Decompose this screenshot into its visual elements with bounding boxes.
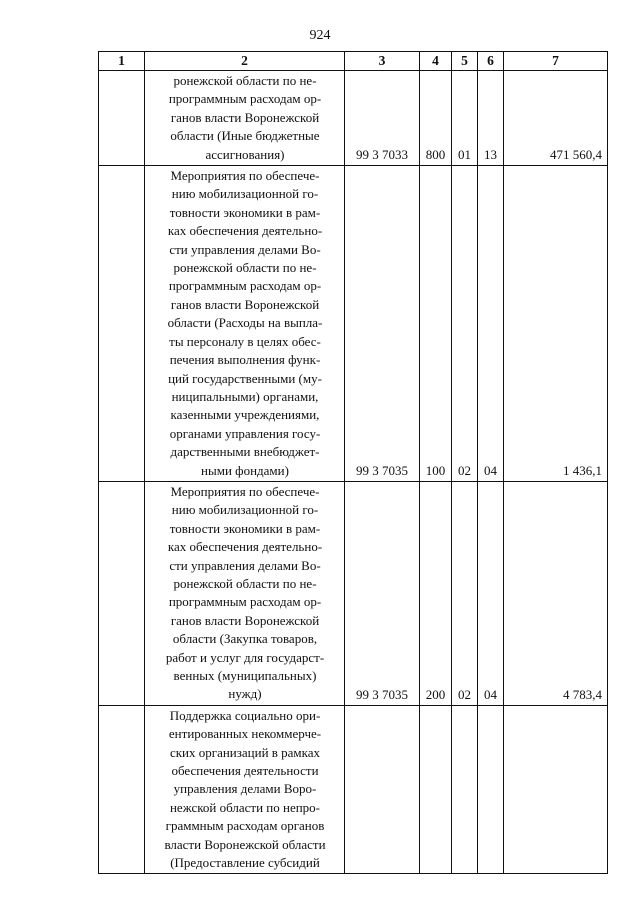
header-col-2: 2 [145, 52, 345, 71]
row-number-cell [99, 166, 145, 482]
description-line: ассигнования) [205, 146, 285, 162]
description-line: ганов власти Воронежской [170, 612, 320, 628]
subsection-cell: 04 [478, 166, 504, 482]
table-header-row [99, 52, 608, 71]
header-col-4: 4 [420, 52, 452, 71]
description-line: нию мобилизационной го- [171, 186, 319, 202]
description-line: Мероприятия по обеспече- [170, 168, 320, 184]
description-line: органами управления госу- [169, 425, 321, 441]
description-line: ты персоналу в целях обес- [169, 333, 321, 349]
expense-type-cell [420, 705, 452, 874]
description-line: ганов власти Воронежской [170, 109, 320, 125]
subsection-cell: 04 [478, 481, 504, 705]
description-cell [145, 481, 345, 705]
description-line: работ и услуг для государст- [165, 649, 325, 665]
description-line: Мероприятия по обеспече- [170, 483, 320, 499]
description-line: области (Расходы на выпла- [167, 315, 323, 331]
description-line: товности экономики в рам- [169, 204, 321, 220]
target-code-cell [345, 705, 420, 874]
description-line: нежской области по непро- [169, 799, 321, 815]
page-number: 924 [309, 28, 331, 43]
description-cell [145, 71, 345, 166]
header-col-1: 1 [99, 52, 145, 71]
expense-type-cell: 200 [420, 481, 452, 705]
header-col-6: 6 [478, 52, 504, 71]
amount-cell: 471 560,4 [504, 71, 608, 166]
section-cell: 02 [452, 166, 478, 482]
table-row [99, 166, 608, 482]
description-line: области (Закупка товаров, [172, 631, 318, 647]
target-code-cell: 99 3 7035 [345, 166, 420, 482]
amount-cell: 4 783,4 [504, 481, 608, 705]
description-line: области (Иные бюджетные [170, 128, 320, 144]
description-cell [145, 705, 345, 874]
target-code-cell: 99 3 7033 [345, 71, 420, 166]
description-line: ентированных некоммерче- [168, 726, 322, 742]
description-line: нию мобилизационной го- [171, 502, 319, 518]
description-line: сти управления делами Во- [169, 557, 321, 573]
description-line: сти управления делами Во- [169, 241, 321, 257]
description-line: печения выполнения функ- [169, 352, 321, 368]
subsection-cell: 13 [478, 71, 504, 166]
row-number-cell [99, 705, 145, 874]
description-line: товности экономики в рам- [169, 520, 321, 536]
table-row [99, 71, 608, 166]
description-line: ронежской области по не- [173, 575, 317, 591]
description-line: Поддержка социально ори- [169, 707, 321, 723]
description-cell [145, 166, 345, 482]
description-line: ций государственными (му- [168, 370, 322, 386]
description-line: ронежской области по не- [173, 73, 317, 88]
target-code-cell: 99 3 7035 [345, 481, 420, 705]
description-line: (Предоставление субсидий [170, 855, 320, 871]
amount-cell: 1 436,1 [504, 166, 608, 482]
table-row [99, 481, 608, 705]
header-col-7: 7 [504, 52, 608, 71]
subsection-cell [478, 705, 504, 874]
description-line: ганов власти Воронежской [170, 296, 320, 312]
amount-cell [504, 705, 608, 874]
expense-type-cell: 100 [420, 166, 452, 482]
description-line: нужд) [228, 686, 262, 702]
table-row [99, 705, 608, 874]
header-col-5: 5 [452, 52, 478, 71]
description-line: дарственными внебюджет- [170, 444, 320, 460]
section-cell: 02 [452, 481, 478, 705]
expense-type-cell: 800 [420, 71, 452, 166]
header-col-3: 3 [345, 52, 420, 71]
description-line: венных (муниципальных) [173, 668, 317, 683]
description-line: власти Воронежской области [164, 836, 326, 852]
description-line: ках обеспечения деятельно- [167, 539, 323, 555]
budget-table [98, 51, 608, 874]
description-line: ными фондами) [201, 462, 289, 478]
description-line: программным расходам ор- [168, 278, 322, 294]
description-line: управления делами Воро- [173, 781, 317, 797]
description-line: ниципальными) органами, [171, 388, 319, 404]
description-line: граммным расходам органов [165, 818, 325, 834]
description-line: ронежской области по не- [173, 260, 317, 276]
section-cell [452, 705, 478, 874]
description-line: ках обеспечения деятельно- [167, 223, 323, 239]
description-line: казенными учреждениями, [170, 407, 320, 423]
description-line: ских организаций в рамках [169, 744, 321, 760]
section-cell: 01 [452, 71, 478, 166]
description-line: программным расходам ор- [168, 594, 322, 610]
row-number-cell [99, 481, 145, 705]
description-line: обеспечения деятельности [171, 763, 319, 779]
row-number-cell [99, 71, 145, 166]
description-line: программным расходам ор- [168, 91, 322, 107]
